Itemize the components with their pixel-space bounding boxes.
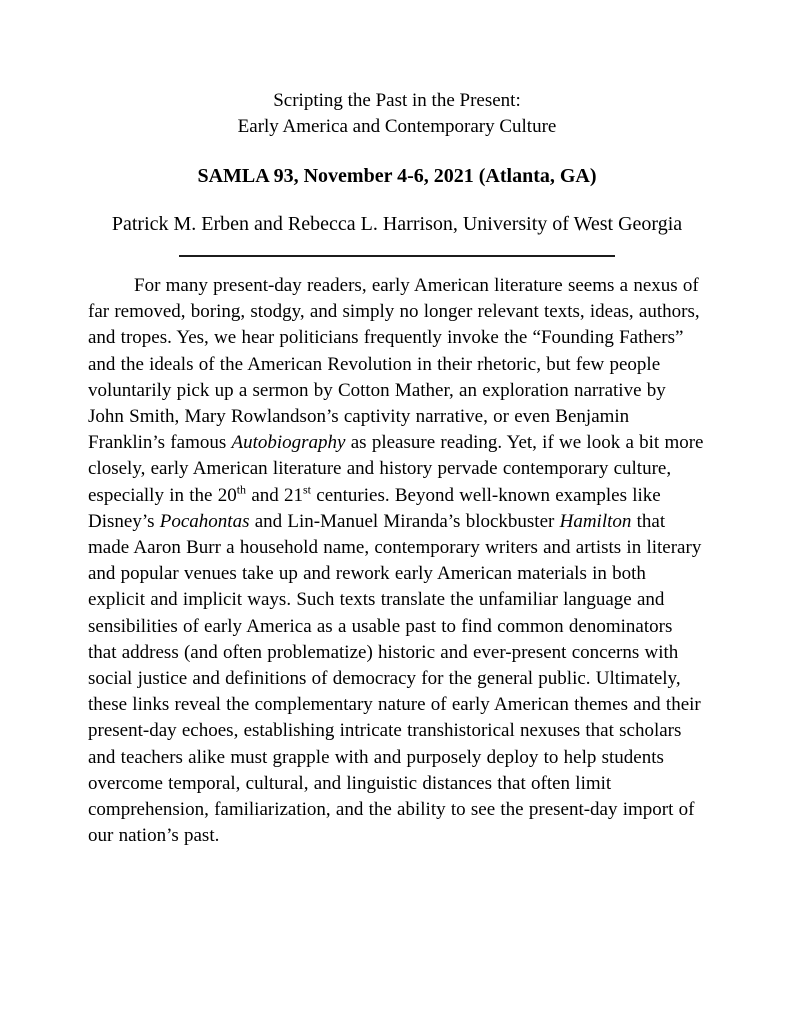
conference-info: SAMLA 93, November 4-6, 2021 (Atlanta, GA)	[197, 165, 597, 187]
title-line-1: Scripting the Past in the Present:	[273, 90, 521, 111]
separator-rule	[179, 255, 615, 257]
document-title	[88, 88, 706, 140]
abstract-paragraph: For many present-day readers, early American literature seems a nexus of far removed, boring, stodgy, and simply no longer relevant texts, ideas, authors, and tropes. Yes, we hear politicians frequently invoke the “Founding Fathers” and the ideals of the American Revolution in their rhetoric, but few people voluntarily pick up a sermon by Cotton Mather, an exploration narrative by John Smith, Mary Rowlandson’s captivity narrative, or even Benjamin Franklin’s famous Autobiography as pleasure reading. Yet, if we look a bit more closely, early American literature and history pervade contemporary culture, especially in the 20th and 21st centuries. Beyond well-known examples like Disney’s Pocahontas and Lin-Manuel Miranda’s blockbuster Hamilton that made Aaron Burr a household name, contemporary writers and artists in literary and popular venues take up and rework early American materials in both explicit and implicit ways. Such texts translate the unfamiliar language and sensibilities of early America as a usable past to find common denominators that address (and often problematize) historic and ever-present concerns with social justice and definitions of democracy for the general public. Ultimately, these links reveal the complementary nature of early American themes and their present-day echoes, establishing intricate transhistorical nexuses that scholars and teachers alike must grapple with and purposely deploy to help students overcome temporal, cultural, and linguistic distances that often limit comprehension, familiarization, and the ability to see the present-day import of our nation’s past.	[88, 275, 704, 847]
authors-affiliation: Patrick M. Erben and Rebecca L. Harrison, University of West Georgia	[111, 213, 683, 235]
title-line-2: Early America and Contemporary Culture	[237, 116, 557, 137]
